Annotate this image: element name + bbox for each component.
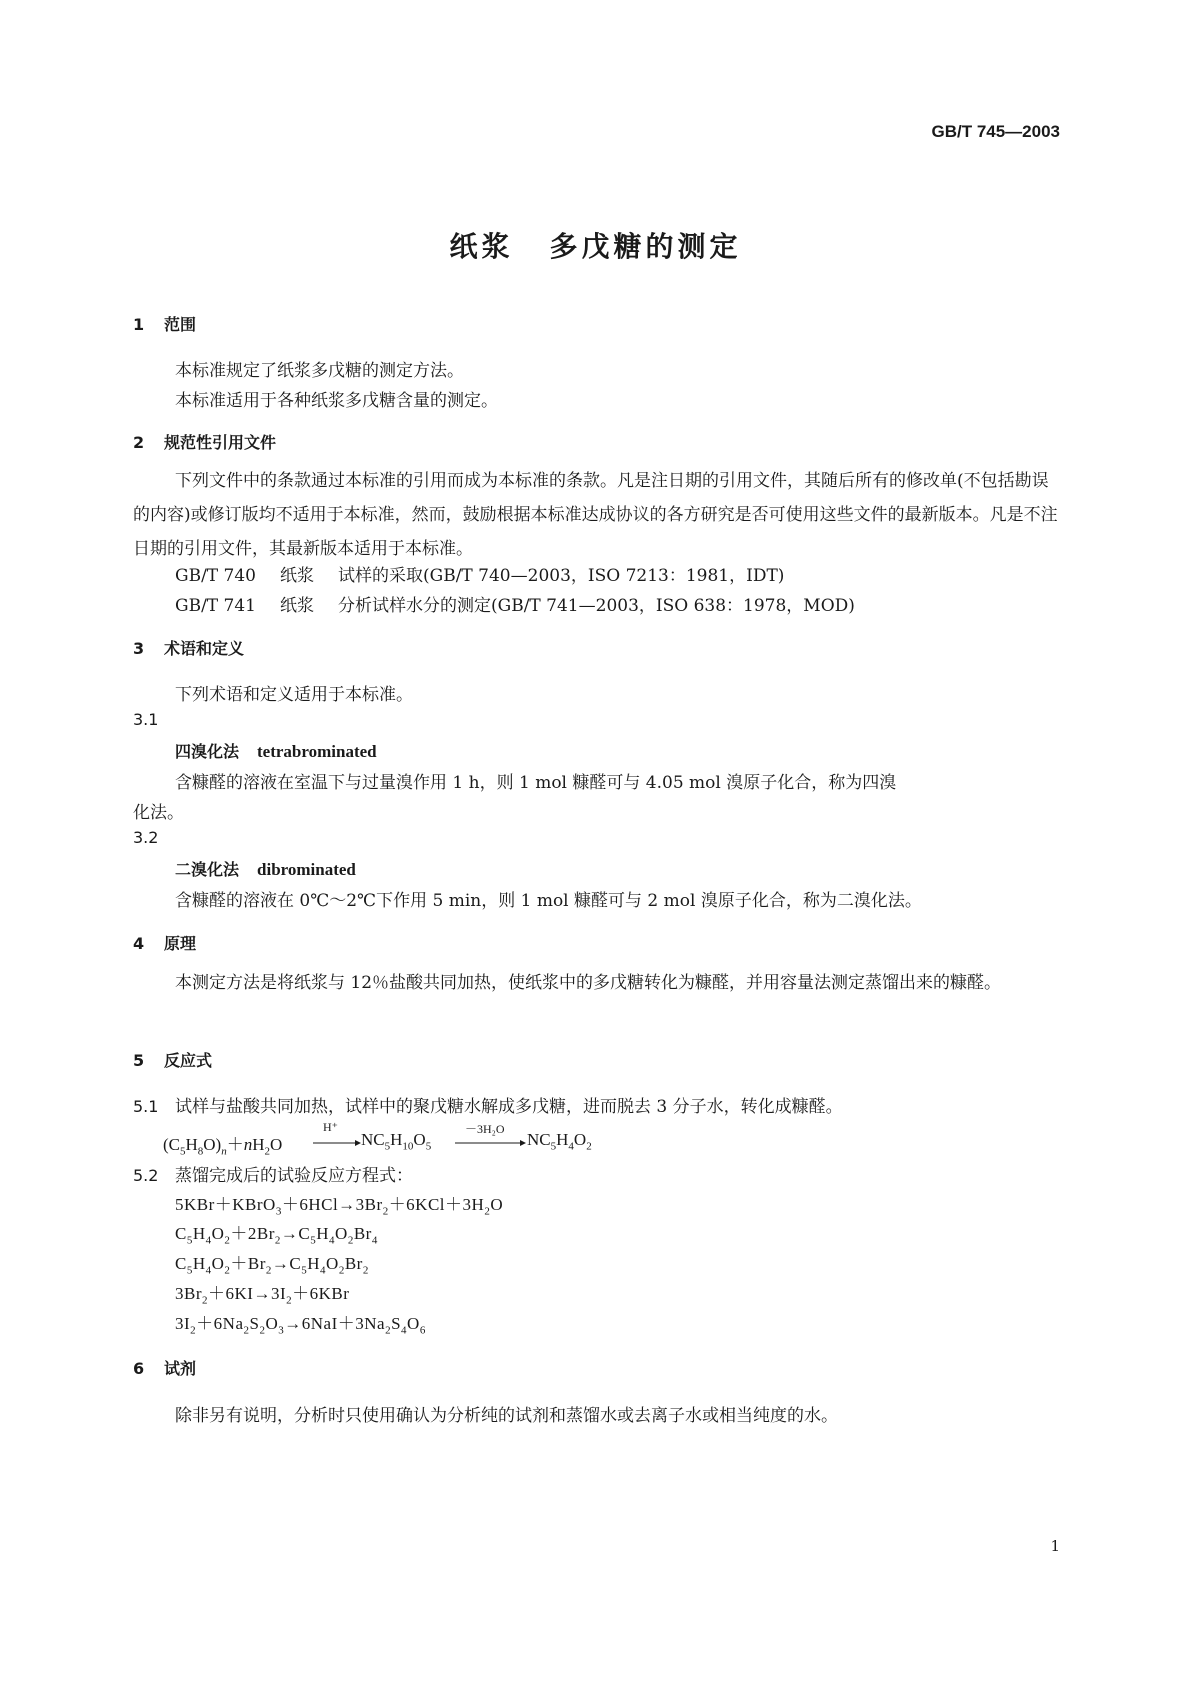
section-number: 4: [133, 934, 145, 953]
subsection-5-1: [133, 1092, 843, 1117]
page-number: 1: [1050, 1537, 1060, 1555]
subsection-number: 5.2: [133, 1166, 159, 1185]
section-number: 2: [133, 433, 145, 452]
section-title: 原理: [164, 934, 197, 953]
section-5-heading: [133, 1048, 212, 1071]
equation-text: $(C_5H_8O)_n+nH_2O$: [163, 1135, 283, 1158]
section-1-heading: [133, 312, 196, 335]
arrow-condition-acid: H⁺: [323, 1120, 338, 1134]
section-2-intro: 下列文件中的条款通过本标准的引用而成为本标准的条款。凡是注日期的引用文件，其随后所有的修改单(不包括勘误的内容)或修订版均不适用于本标准，然而，鼓励根据本标准达成协议的各方研究是否可使用这些文件的最新版本。凡是不注日期的引用文件，其最新版本适用于本标准。: [133, 471, 1058, 559]
equation-2: $C_5H_4O_2+2Br_2\to C_5H_4O_2Br_4$: [175, 1224, 378, 1247]
reference-subject: 纸浆: [280, 596, 314, 616]
reference-title: 试样的采取(GB/T 740—2003，ISO 7213：1981，IDT): [338, 566, 785, 586]
term-zh: 二溴化法: [175, 860, 240, 879]
term-number: 3.1: [133, 710, 159, 729]
equation-5: $3I_2+6Na_2S_2O_3\to 6NaI+3Na_2S_4O_6$: [175, 1314, 426, 1337]
section-6-paragraph: 除非另有说明，分析时只使用确认为分析纯的试剂和蒸馏水或去离子水或相当纯度的水。: [175, 1406, 838, 1426]
term-definition-continued: 化法。: [133, 803, 184, 823]
reference-code: GB/T 741: [175, 596, 256, 616]
term-en: dibrominated: [257, 860, 356, 879]
section-title: 试剂: [164, 1359, 197, 1378]
section-number: 1: [133, 315, 145, 334]
term-number: 3.2: [133, 828, 159, 847]
section-4-paragraph: 本测定方法是将纸浆与 12％盐酸共同加热，使纸浆中的多戊糖转化为糠醛，并用容量法测定蒸馏出来的糠醛。: [175, 973, 1002, 993]
subsection-text: 试样与盐酸共同加热，试样中的聚戊糖水解成多戊糖，进而脱去 3 分子水，转化成糠醛。: [175, 1097, 843, 1117]
section-number: 3: [133, 639, 145, 658]
title-part-1: 纸浆: [449, 230, 514, 263]
term-definition: 含糠醛的溶液在室温下与过量溴作用 1 h，则 1 mol 糠醛可与 4.05 mol 溴原子化合，称为四溴: [175, 773, 897, 793]
equation-3: $C_5H_4O_2+Br_2\to C_5H_4O_2Br_2$: [175, 1254, 369, 1277]
section-title: 术语和定义: [164, 639, 245, 658]
standard-number: GB/T 745—2003: [931, 122, 1060, 141]
section-4-heading: [133, 931, 196, 954]
reference-subject: 纸浆: [280, 566, 314, 586]
reference-item: [175, 561, 784, 586]
equation-1: $5KBr+KBrO_3+6HCl\to 3Br_2+6KCl+3H_2O$: [175, 1195, 504, 1218]
reference-code: GB/T 740: [175, 566, 256, 586]
equation-4: $3Br_2+6KI\to 3I_2+6KBr$: [175, 1284, 350, 1307]
reference-title: 分析试样水分的测定(GB/T 741—2003，ISO 638：1978，MOD): [338, 596, 855, 616]
section-number: 5: [133, 1051, 145, 1070]
subsection-number: 5.1: [133, 1097, 159, 1116]
section-3-heading: [133, 636, 244, 659]
section-number: 6: [133, 1359, 145, 1378]
section-1-paragraph-2: 本标准适用于各种纸浆多戊糖含量的测定。: [175, 391, 498, 411]
title-part-2: 多戊糖的测定: [549, 230, 742, 263]
section-3-intro: 下列术语和定义适用于本标准。: [175, 685, 413, 705]
reference-item: [175, 591, 855, 616]
arrow-condition-dehydration: －3H₂O: [465, 1122, 505, 1136]
term-zh: 四溴化法: [175, 742, 240, 761]
section-title: 反应式: [164, 1051, 213, 1070]
document-title: [0, 225, 1191, 265]
term-definition: 含糠醛的溶液在 0℃～2℃下作用 5 min，则 1 mol 糠醛可与 2 mol 溴原子化合，称为二溴化法。: [175, 891, 922, 911]
section-title: 规范性引用文件: [164, 433, 277, 452]
subsection-5-2: [133, 1161, 413, 1186]
hydrolysis-equation: [163, 1120, 675, 1160]
section-1-paragraph-1: 本标准规定了纸浆多戊糖的测定方法。: [175, 361, 464, 381]
term-heading: [175, 739, 377, 762]
term-heading: [175, 857, 356, 880]
term-en: tetrabrominated: [257, 742, 377, 761]
equation-text: $NC_5H_4O_2$: [527, 1130, 592, 1153]
subsection-text: 蒸馏完成后的试验反应方程式：: [175, 1166, 413, 1186]
section-2-heading: [133, 430, 276, 453]
section-title: 范围: [164, 315, 197, 334]
equation-text: $NC_5H_{10}O_5$: [361, 1130, 432, 1153]
section-6-heading: [133, 1356, 196, 1379]
